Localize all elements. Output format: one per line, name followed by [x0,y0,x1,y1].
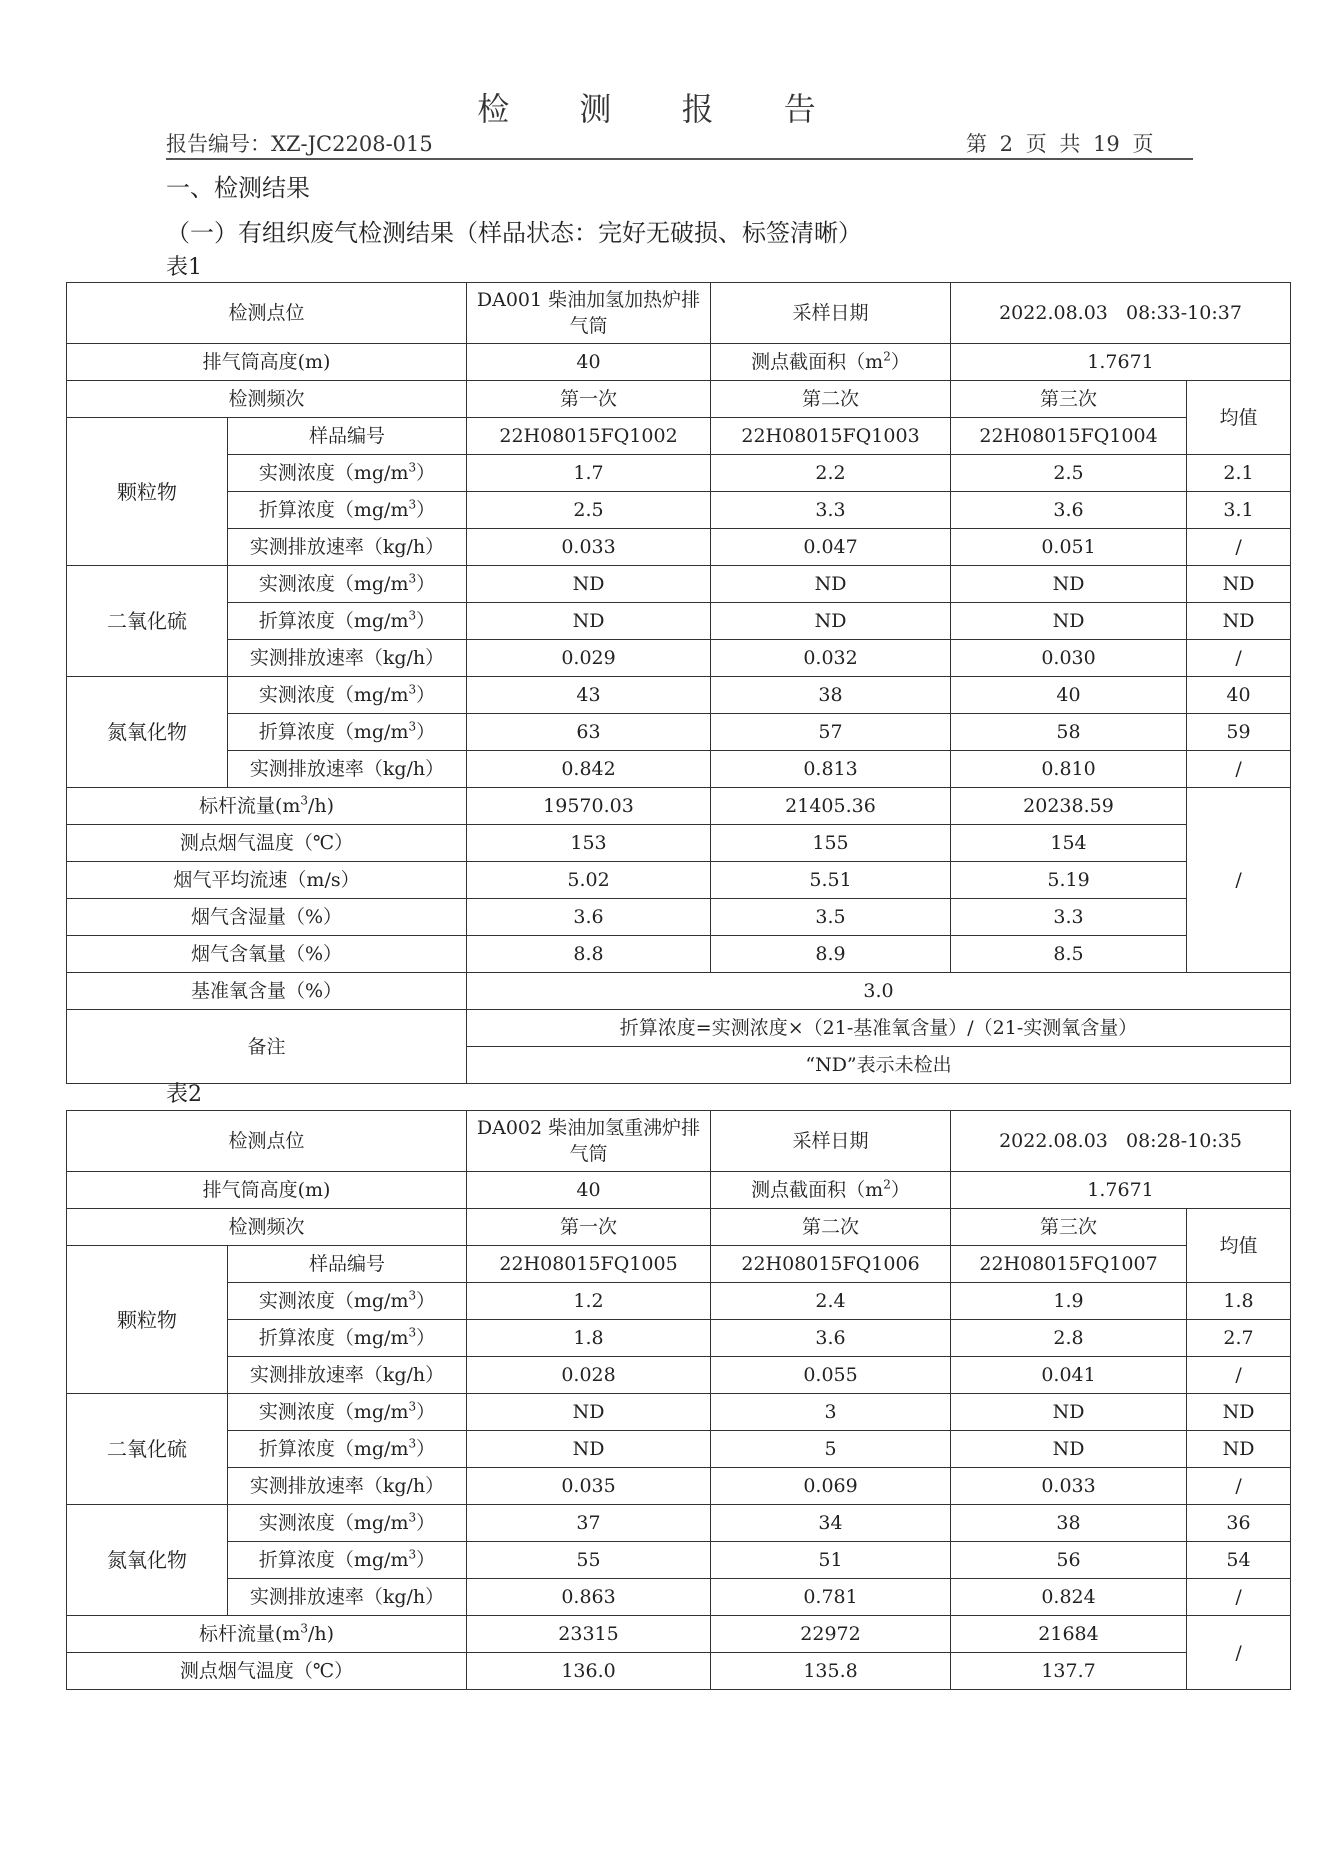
oxygen-label: 烟气含氧量（%） [67,936,467,973]
table-cell: 5.51 [711,862,951,899]
measured-conc-label: 实测浓度$(mg/m^3)$ [228,1283,467,1320]
table-cell: 2.7 [1187,1320,1291,1357]
emission-rate-label: 实测排放速率（kg/h） [228,529,467,566]
table-cell: ND [467,1431,711,1468]
report-number: 报告编号：XZ-JC2208-015 [166,132,433,156]
freq-first: 第一次 [467,1209,711,1246]
table-cell: / [1187,640,1291,677]
table-cell: 56 [951,1542,1187,1579]
table-cell: 54 [1187,1542,1291,1579]
table-cell: 40 [951,677,1187,714]
table-cell: 38 [951,1505,1187,1542]
table-cell: / [1187,529,1291,566]
table-cell: 2.5 [951,455,1187,492]
table-cell: 0.810 [951,751,1187,788]
measured-conc-label: 实测浓度$(mg/m^3)$ [228,1394,467,1431]
sample-no-3: 22H08015FQ1007 [951,1246,1187,1283]
table-cell: ND [467,566,711,603]
table-cell: 5.02 [467,862,711,899]
table-cell: 0.033 [467,529,711,566]
table-cell: 3.3 [951,899,1187,936]
table-cell: / [1187,751,1291,788]
table-cell: 55 [467,1542,711,1579]
table-cell: ND [467,603,711,640]
table-cell: 135.8 [711,1653,951,1690]
table-cell: 0.029 [467,640,711,677]
table-cell: ND [951,566,1187,603]
table-cell: 2.8 [951,1320,1187,1357]
emission-rate-label: 实测排放速率（kg/h） [228,1579,467,1616]
table-cell: 43 [467,677,711,714]
sample-no-label: 样品编号 [228,418,467,455]
remarks-label: 备注 [67,1010,467,1084]
table-cell: 19570.03 [467,788,711,825]
stack-height-label: 排气筒高度(m) [67,1172,467,1209]
table-cell: 20238.59 [951,788,1187,825]
table-cell: ND [1187,566,1291,603]
sample-date-label: 采样日期 [711,1111,951,1172]
table-cell: 0.041 [951,1357,1187,1394]
header-divider [166,158,1193,160]
sample-no-1: 22H08015FQ1005 [467,1246,711,1283]
table-cell: 63 [467,714,711,751]
sample-date-value: 2022.08.03 08:33-10:37 [951,283,1291,344]
results-table-1 [66,282,1291,1084]
table-cell: ND [951,603,1187,640]
sample-no-1: 22H08015FQ1002 [467,418,711,455]
freq-first: 第一次 [467,381,711,418]
freq-third: 第三次 [951,1209,1187,1246]
table-cell: 8.9 [711,936,951,973]
table-cell: 1.2 [467,1283,711,1320]
table-cell: ND [711,566,951,603]
table-cell: 5.19 [951,862,1187,899]
page-info: 第 2 页 共 19 页 [966,132,1154,156]
measured-conc-label: 实测浓度$(mg/m^3)$ [228,566,467,603]
table-cell: 0.781 [711,1579,951,1616]
freq-second: 第二次 [711,1209,951,1246]
table-cell: 0.069 [711,1468,951,1505]
table-cell: ND [1187,1431,1291,1468]
pm-group-label: 颗粒物 [67,418,228,566]
table-cell: 23315 [467,1616,711,1653]
point-value: DA001 柴油加氢加热炉排气筒 [467,283,711,344]
sample-no-3: 22H08015FQ1004 [951,418,1187,455]
table-cell: 5 [711,1431,951,1468]
std-flow-label: 标杆流量$(m^3/h)$ [67,1616,467,1653]
table-cell: 3.5 [711,899,951,936]
emission-rate-label: 实测排放速率（kg/h） [228,751,467,788]
sample-date-value: 2022.08.03 08:28-10:35 [951,1111,1291,1172]
table-cell: 2.2 [711,455,951,492]
table-cell: 3.1 [1187,492,1291,529]
table-cell: 59 [1187,714,1291,751]
section-heading: 一、检测结果 [166,174,310,202]
table-cell: 0.813 [711,751,951,788]
sample-date-label: 采样日期 [711,283,951,344]
table2-label: 表2 [166,1082,202,1107]
table-cell: 8.5 [951,936,1187,973]
stack-height-label: 排气筒高度(m) [67,344,467,381]
emission-rate-label: 实测排放速率（kg/h） [228,640,467,677]
table-cell: 1.9 [951,1283,1187,1320]
converted-conc-label: 折算浓度$(mg/m^3)$ [228,1320,467,1357]
table-cell: 36 [1187,1505,1291,1542]
table-cell: 2.5 [467,492,711,529]
table-cell: 0.033 [951,1468,1187,1505]
table-cell: 0.824 [951,1579,1187,1616]
flow-avg-slash: / [1187,1616,1291,1690]
freq-label: 检测频次 [67,381,467,418]
table-cell: 0.047 [711,529,951,566]
nox-group-label: 氮氧化物 [67,1505,228,1616]
table-cell: 22972 [711,1616,951,1653]
table-cell: 57 [711,714,951,751]
table-cell: ND [1187,1394,1291,1431]
table-cell: / [1187,1357,1291,1394]
table-cell: 0.051 [951,529,1187,566]
table-cell: 136.0 [467,1653,711,1690]
measured-conc-label: 实测浓度$(mg/m^3)$ [228,455,467,492]
sample-no-label: 样品编号 [228,1246,467,1283]
table-cell: 37 [467,1505,711,1542]
table-cell: 154 [951,825,1187,862]
table-cell: 51 [711,1542,951,1579]
table-cell: / [1187,1468,1291,1505]
table-cell: 0.055 [711,1357,951,1394]
converted-conc-label: 折算浓度$(mg/m^3)$ [228,1542,467,1579]
pm-group-label: 颗粒物 [67,1246,228,1394]
point-label: 检测点位 [67,283,467,344]
ref-oxygen-label: 基准氧含量（%） [67,973,467,1010]
section-area-label: 测点截面积$(m^2)$ [711,344,951,381]
avg-label: 均值 [1187,381,1291,455]
table-cell: 1.8 [467,1320,711,1357]
table-cell: 0.032 [711,640,951,677]
table1-label: 表1 [166,255,202,280]
sample-no-2: 22H08015FQ1006 [711,1246,951,1283]
section-area-label: 测点截面积$(m^2)$ [711,1172,951,1209]
freq-label: 检测频次 [67,1209,467,1246]
std-flow-label: 标杆流量$(m^3/h)$ [67,788,467,825]
remark-nd: “ND”表示未检出 [467,1047,1291,1084]
table-cell: 155 [711,825,951,862]
results-table-2 [66,1110,1291,1690]
flue-temp-label: 测点烟气温度（℃） [67,1653,467,1690]
table-cell: 1.7 [467,455,711,492]
table-cell: 0.030 [951,640,1187,677]
stack-height-value: 40 [467,344,711,381]
stack-height-value: 40 [467,1172,711,1209]
table-cell: ND [951,1394,1187,1431]
flue-velocity-label: 烟气平均流速（m/s） [67,862,467,899]
nox-group-label: 氮氧化物 [67,677,228,788]
freq-third: 第三次 [951,381,1187,418]
table-cell: 3 [711,1394,951,1431]
emission-rate-label: 实测排放速率（kg/h） [228,1468,467,1505]
table-cell: ND [1187,603,1291,640]
table-cell: 3.3 [711,492,951,529]
table-cell: 3.6 [467,899,711,936]
freq-second: 第二次 [711,381,951,418]
subsection-heading: （一）有组织废气检测结果（样品状态：完好无破损、标签清晰） [166,219,862,247]
measured-conc-label: 实测浓度$(mg/m^3)$ [228,677,467,714]
table-cell: 0.035 [467,1468,711,1505]
table-cell: ND [467,1394,711,1431]
table-cell: 1.8 [1187,1283,1291,1320]
table-cell: 153 [467,825,711,862]
point-label: 检测点位 [67,1111,467,1172]
moisture-label: 烟气含湿量（%） [67,899,467,936]
table-cell: 3.6 [711,1320,951,1357]
section-area-value: 1.7671 [951,1172,1291,1209]
flue-temp-label: 测点烟气温度（℃） [67,825,467,862]
converted-conc-label: 折算浓度$(mg/m^3)$ [228,1431,467,1468]
table-cell: 21405.36 [711,788,951,825]
table-cell: ND [951,1431,1187,1468]
table-cell: / [1187,1579,1291,1616]
table-cell: 0.842 [467,751,711,788]
emission-rate-label: 实测排放速率（kg/h） [228,1357,467,1394]
table-cell: 21684 [951,1616,1187,1653]
table-cell: 0.863 [467,1579,711,1616]
table-cell: 0.028 [467,1357,711,1394]
ref-oxygen-value: 3.0 [467,973,1291,1010]
point-value: DA002 柴油加氢重沸炉排气筒 [467,1111,711,1172]
table-cell: 137.7 [951,1653,1187,1690]
so2-group-label: 二氧化硫 [67,1394,228,1505]
document-title: 检 测 报 告 [477,90,846,128]
flow-avg-slash: / [1187,788,1291,973]
section-area-value: 1.7671 [951,344,1291,381]
sample-no-2: 22H08015FQ1003 [711,418,951,455]
table-cell: 34 [711,1505,951,1542]
table-cell: 58 [951,714,1187,751]
measured-conc-label: 实测浓度$(mg/m^3)$ [228,1505,467,1542]
so2-group-label: 二氧化硫 [67,566,228,677]
remark-formula: 折算浓度=实测浓度×（21-基准氧含量）/（21-实测氧含量） [467,1010,1291,1047]
table-cell: 40 [1187,677,1291,714]
table-cell: 8.8 [467,936,711,973]
table-cell: 38 [711,677,951,714]
converted-conc-label: 折算浓度$(mg/m^3)$ [228,492,467,529]
table-cell: 2.1 [1187,455,1291,492]
table-cell: 3.6 [951,492,1187,529]
converted-conc-label: 折算浓度$(mg/m^3)$ [228,603,467,640]
converted-conc-label: 折算浓度$(mg/m^3)$ [228,714,467,751]
table-cell: ND [711,603,951,640]
table-cell: 2.4 [711,1283,951,1320]
avg-label: 均值 [1187,1209,1291,1283]
